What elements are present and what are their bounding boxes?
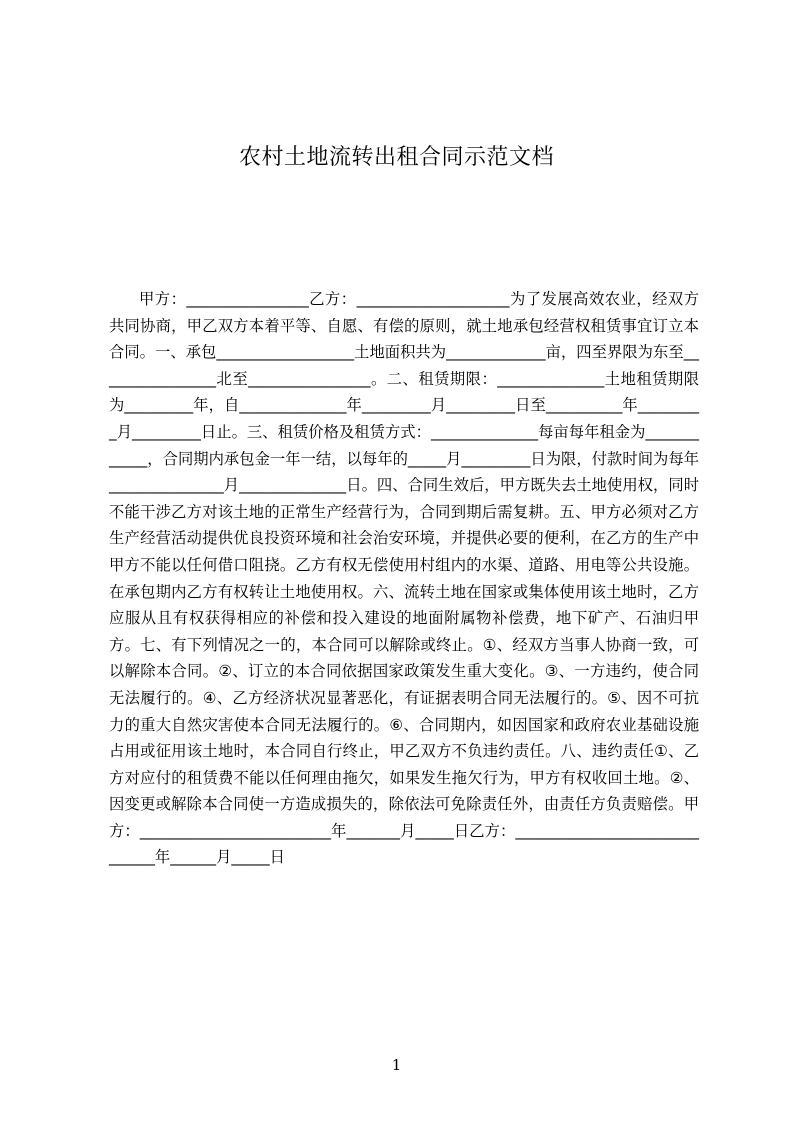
document-title: 农村土地流转出租合同示范文档 xyxy=(238,145,554,170)
page-number: 1 xyxy=(391,1056,402,1074)
contract-body: 甲方：________________乙方：____________________为了发展高效农业，经双方共同协商，甲乙双方本着平等、自愿、有偿的原则，就土地承包经营权租赁事宜订立本合同。一、承包__________________土地面积共为_____________亩，四至界限为东至________________北至________________。二、租赁期限：______________土地租赁期限为_________年，自______________年_________月_________日至__________年_________月_________日止。三、租赁价格及租赁方式：______________每亩每年租金为____________，合同期内承包金一年一结，以每年的_____月_________日为限，付款时间为每年_______________月______________日。四、合同生效后，甲方既失去土地使用权，同时不能干涉乙方对该土地的正常生产经营行为，合同到期后需复耕。五、甲方必须对乙方生产经营活动提供优良投资环境和社会治安环境，并提供必要的便利，在乙方的生产中甲方不能以任何借口阻挠。乙方有权无偿使用村组内的水渠、道路、用电等公共设施。在承包期内乙方有权转让土地使用权。六、流转土地在国家或集体使用该土地时，乙方应服从且有权获得相应的补偿和投入建设的地面附属物补偿费，地下矿产、石油归甲方。七、有下列情况之一的，本合同可以解除或终止。①、经双方当事人协商一致，可以解除本合同。②、订立的本合同依据国家政策发生重大变化。③、一方违约，使合同无法履行的。④、乙方经济状况显著恶化，有证据表明合同无法履行的。⑤、因不可抗力的重大自然灾害使本合同无法履行的。⑥、合同期内，如因国家和政府农业基础设施占用或征用该土地时，本合同自行终止，甲乙双方不负违约责任。八、违约责任①、乙方对应付的租赁费不能以任何理由拖欠，如果发生拖欠行为，甲方有权收回土地。②、因变更或解除本合同使一方造成损失的，除依法可免除责任外，由责任方负责赔偿。甲方：_________________________年_______月_____日乙方：______________________________年______月_____日 xyxy=(109,290,699,867)
